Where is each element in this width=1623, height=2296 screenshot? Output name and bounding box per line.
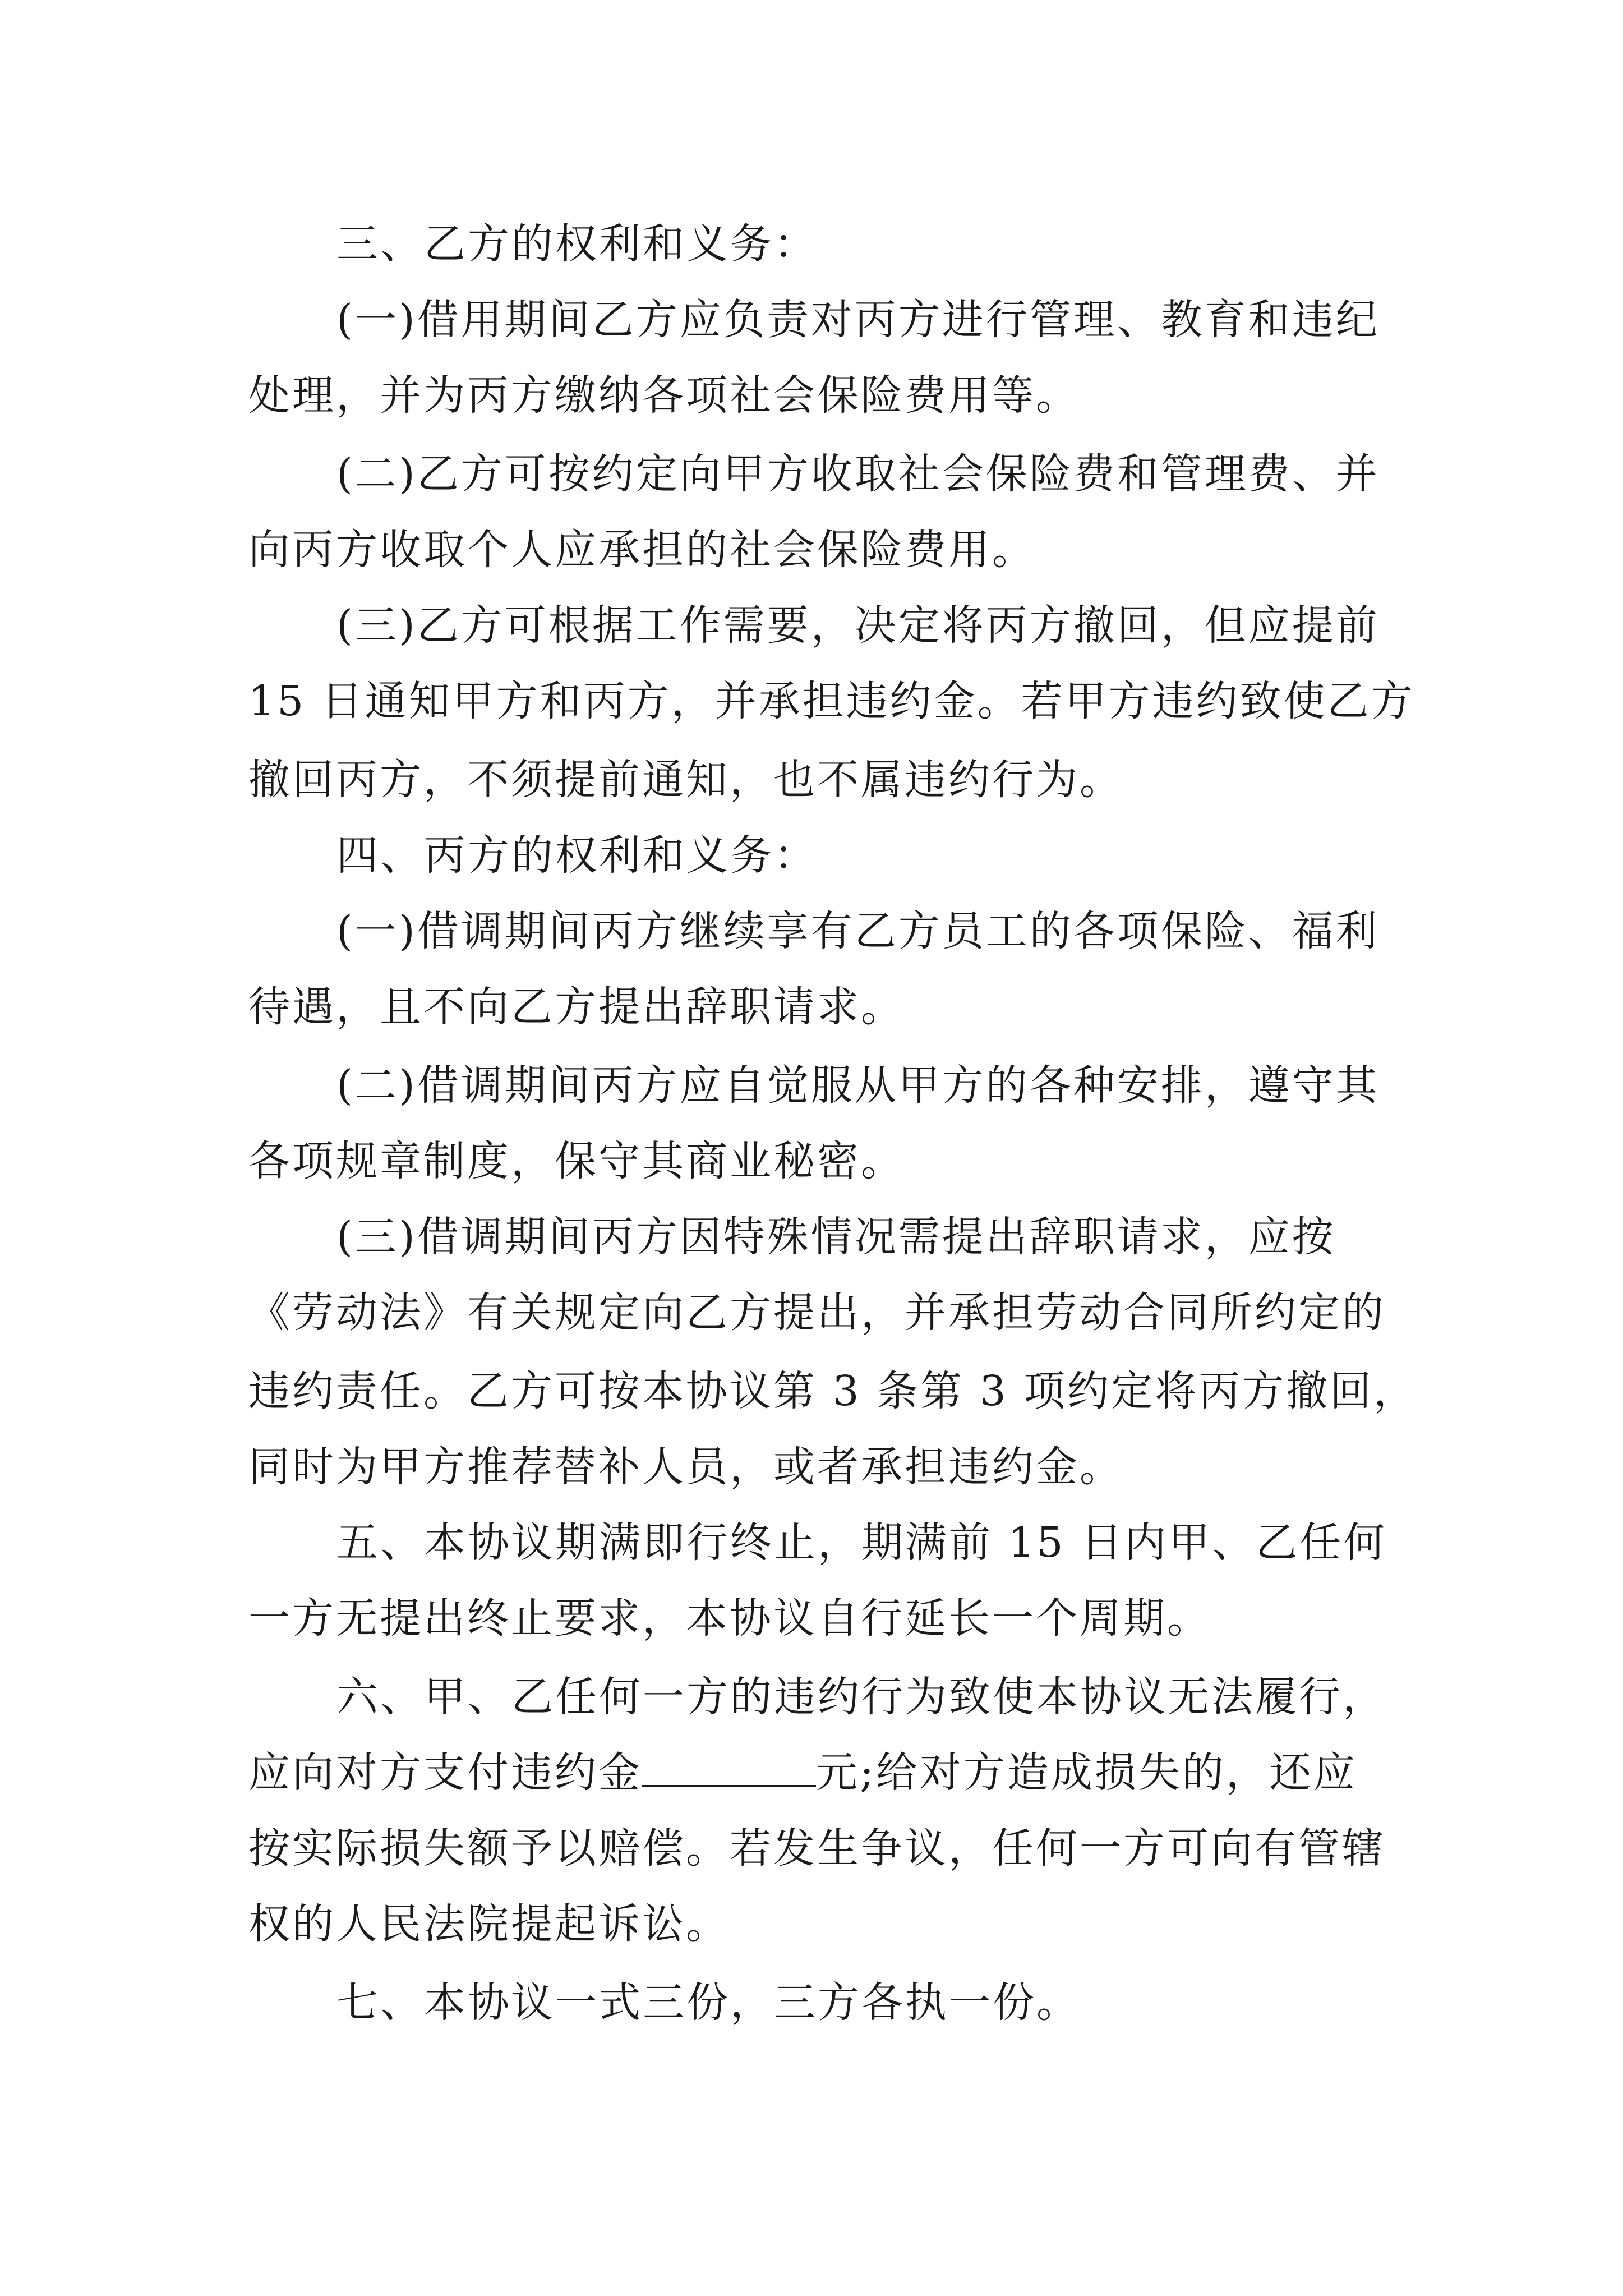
paragraph-line: (二)借调期间丙方应自觉服从甲方的各种安排，遵守其 [336,1061,1380,1110]
paragraph-line: 处理，并为丙方缴纳各项社会保险费用等。 [248,371,1080,420]
paragraph-line: 《劳动法》有关规定向乙方提出，并承担劳动合同所约定的 [248,1289,1386,1337]
paragraph-line-with-blank [248,1745,1357,1801]
paragraph-line: (三)乙方可根据工作需要，决定将丙方撤回，但应提前 [336,601,1380,650]
paragraph-line: 违约责任。乙方可按本协议第 3 条第 3 项约定将丙方撤回， [248,1367,1418,1415]
paragraph-line: (三)借调期间丙方因特殊情况需提出辞职请求，应按 [336,1213,1336,1261]
paragraph-line: 一方无提出终止要求，本协议自行延长一个周期。 [248,1594,1211,1642]
paragraph-line: 五、本协议期满即行终止，期满前 15 日内甲、乙任何 [336,1519,1387,1567]
paragraph-line: 六、甲、乙任何一方的违约行为致使本协议无法履行， [336,1673,1386,1721]
paragraph-line: 各项规章制度，保守其商业秘密。 [248,1137,905,1185]
paragraph-line: 权的人民法院提起诉讼。 [248,1900,730,1948]
paragraph-line: 15 日通知甲方和丙方，并承担违约金。若甲方违约致使乙方 [248,677,1415,725]
paragraph-line: 待遇，且不向乙方提出辞职请求。 [248,983,905,1031]
paragraph-line: (二)乙方可按约定向甲方收取社会保险费和管理费、并 [336,450,1380,498]
penalty-amount-blank [642,1747,816,1787]
paragraph-line: 撤回丙方，不须提前通知，也不属违约行为。 [248,756,1123,804]
penalty-text-before: 应向对方支付违约金 [248,1749,642,1797]
section-heading-3: 三、乙方的权利和义务： [336,220,818,268]
paragraph-line: 向丙方收取个人应承担的社会保险费用。 [248,526,1036,574]
paragraph-line: 按实际损失额予以赔偿。若发生争议，任何一方可向有管辖 [248,1824,1386,1872]
penalty-text-after: 元;给对方造成损失的，还应 [816,1749,1357,1797]
paragraph-line: 同时为甲方推荐替补人员，或者承担违约金。 [248,1443,1123,1491]
paragraph-line: 七、本协议一式三份，三方各执一份。 [336,1978,1080,2027]
section-heading-4: 四、丙方的权利和义务： [336,831,818,880]
paragraph-line: (一)借用期间乙方应负责对丙方进行管理、教育和违纪 [336,296,1380,344]
paragraph-line: (一)借调期间丙方继续享有乙方员工的各项保险、福利 [336,907,1380,955]
